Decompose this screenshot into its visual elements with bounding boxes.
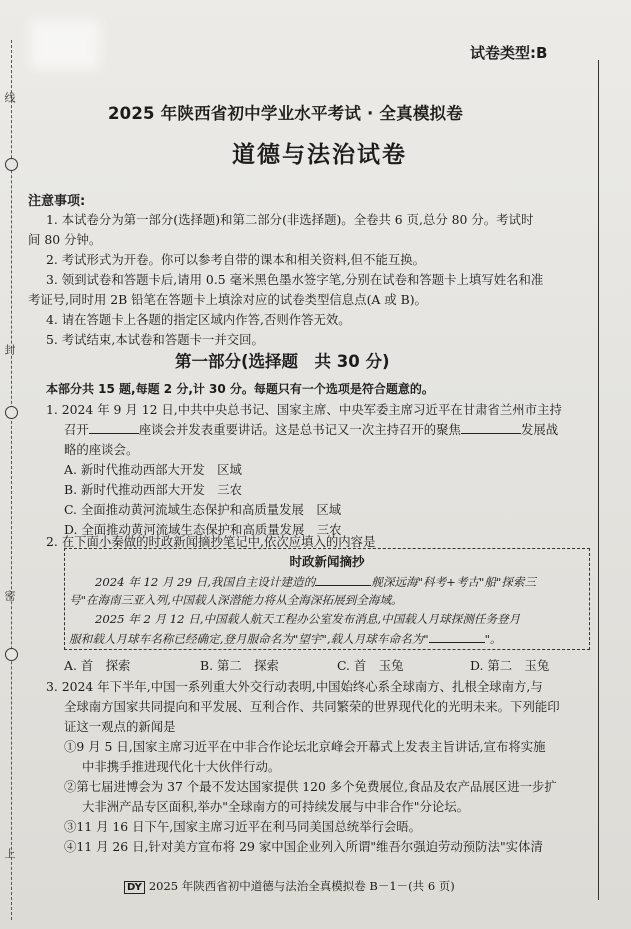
question-3-statement: ①9 月 5 日,国家主席习近平在中非合作论坛北京峰会开幕式上发表主旨讲话,宣布将实施 <box>64 739 546 754</box>
question-1-option: D. 全面推动黄河流域生态保护和高质量发展 三农 <box>64 522 342 537</box>
news-excerpt-title: 时政新闻摘抄 <box>289 554 365 569</box>
question-2-option: D. 第二 玉兔 <box>470 658 550 673</box>
question-1-stem-line3: 略的座谈会。 <box>64 442 139 457</box>
binding-margin <box>0 0 20 929</box>
question-3-statement: 大非洲产品专区面积,举办"全球南方的可持续发展与中非合作"分论坛。 <box>82 799 470 814</box>
question-2-stem: 2. 在下面小秦做的时政新闻摘抄笔记中,依次应填入的内容是 <box>46 534 376 549</box>
news-excerpt-box <box>64 548 590 650</box>
question-1-option: A. 新时代推动西部大开发 区域 <box>64 462 242 477</box>
answer-blank <box>89 421 139 434</box>
right-margin-line <box>598 60 599 900</box>
question-1-option: B. 新时代推动西部大开发 三农 <box>64 482 243 497</box>
question-3-stem: 证这一观点的新闻是 <box>64 719 176 734</box>
answer-blank <box>461 421 521 434</box>
subject-title: 道德与法治试卷 <box>232 142 407 168</box>
publisher-badge: DY <box>124 881 145 894</box>
paper-smudge <box>30 20 100 70</box>
question-3-stem: 全球南方国家共同提向和平发展、互利合作、共同繁荣的世界现代化的光明未来。下列能印 <box>64 699 560 714</box>
question-1-option: C. 全面推动黄河流域生态保护和高质量发展 区域 <box>64 502 342 517</box>
notice-line: 3. 领到试卷和答题卡后,请用 0.5 毫米黑色墨水签字笔,分别在试卷和答题卡上填写姓名和准 <box>46 272 544 287</box>
answer-blank <box>315 573 371 586</box>
notice-line: 4. 请在答题卡上各题的指定区域内作答,否则作答无效。 <box>46 312 351 327</box>
notice-line: 1. 本试卷分为第一部分(选择题)和第二部分(非选择题)。全卷共 6 页,总分 80 分。考试时 <box>46 212 534 227</box>
answer-blank <box>429 630 485 643</box>
binding-hole <box>5 648 18 661</box>
notice-heading: 注意事项: <box>28 194 86 209</box>
question-1-stem: 1. 2024 年 9 月 12 日,中共中央总书记、国家主席、中央军委主席习近平在甘肃省兰州市主持 <box>46 402 562 417</box>
question-3-statement: ④11 月 26 日,针对美方宣布将 29 家中国企业列入所谓"维吾尔强迫劳动预防法"实体清 <box>64 839 543 854</box>
question-3-statement: 中非携手推进现代化十大伙伴行动。 <box>82 759 281 774</box>
question-2-option: A. 首 探索 <box>64 658 131 673</box>
notice-line: 2. 考试形式为开卷。你可以参考自带的课本和相关资料,但不能互换。 <box>46 252 426 267</box>
binding-hole <box>5 158 18 171</box>
binding-hole <box>5 406 18 419</box>
binding-label: 上 <box>3 848 16 859</box>
notice-line: 考证号,同时用 2B 铅笔在答题卡上填涂对应的试卷类型信息点(A 或 B)。 <box>28 292 427 307</box>
binding-dashed-line <box>11 40 12 920</box>
part-one-title: 第一部分(选择题 共 30 分) <box>175 352 390 371</box>
question-2-option: B. 第二 探索 <box>200 658 279 673</box>
question-2-option: C. 首 玉兔 <box>337 658 404 673</box>
question-1-stem-line2: 召开 座谈会并发表重要讲话。这是总书记又一次主持召开的聚焦 发展战 <box>64 422 559 437</box>
news-excerpt-line: 号"在海南三亚入列,中国载人深潜能力将从全海深拓展到全海域。 <box>69 593 403 607</box>
binding-label: 密 <box>3 590 16 601</box>
notice-line: 5. 考试结束,本试卷和答题卡一并交回。 <box>46 332 264 347</box>
notice-line: 间 80 分钟。 <box>28 232 102 247</box>
news-excerpt-line: 服和载人月球车名称已经确定,登月服命名为"望宇",载人月球车命名为" "。 <box>69 632 502 646</box>
page-footer <box>124 878 455 894</box>
question-3-stem: 3. 2024 年下半年,中国一系列重大外交行动表明,中国始终心系全球南方、扎根全球南方,与 <box>46 679 543 694</box>
part-one-intro: 本部分共 15 题,每题 2 分,计 30 分。每题只有一个选项是符合题意的。 <box>46 382 434 396</box>
paper-type-label: 试卷类型:B <box>470 44 548 62</box>
news-excerpt-line: 2025 年 2 月 12 日,中国载人航天工程办公室发布消息,中国载人月球探测任务登月 <box>95 612 521 626</box>
footer-text: 2025 年陕西省初中道德与法治全真模拟卷 B－1－(共 6 页) <box>148 879 455 893</box>
question-3-statement: ②第七届进博会为 37 个最不发达国家提供 120 多个免费展位,食品及农产品展区进一步扩 <box>64 779 557 794</box>
question-3-statement: ③11 月 16 日下午,国家主席习近平在利马同美国总统举行会晤。 <box>64 819 422 834</box>
binding-label: 线 <box>3 92 16 103</box>
binding-label: 封 <box>3 344 16 355</box>
news-excerpt-line: 2024 年 12 月 29 日,我国自主设计建造的 舰深远海"科考+考古"船"探索三 <box>95 575 537 589</box>
exam-title: 2025 年陕西省初中学业水平考试 · 全真模拟卷 <box>108 104 463 123</box>
